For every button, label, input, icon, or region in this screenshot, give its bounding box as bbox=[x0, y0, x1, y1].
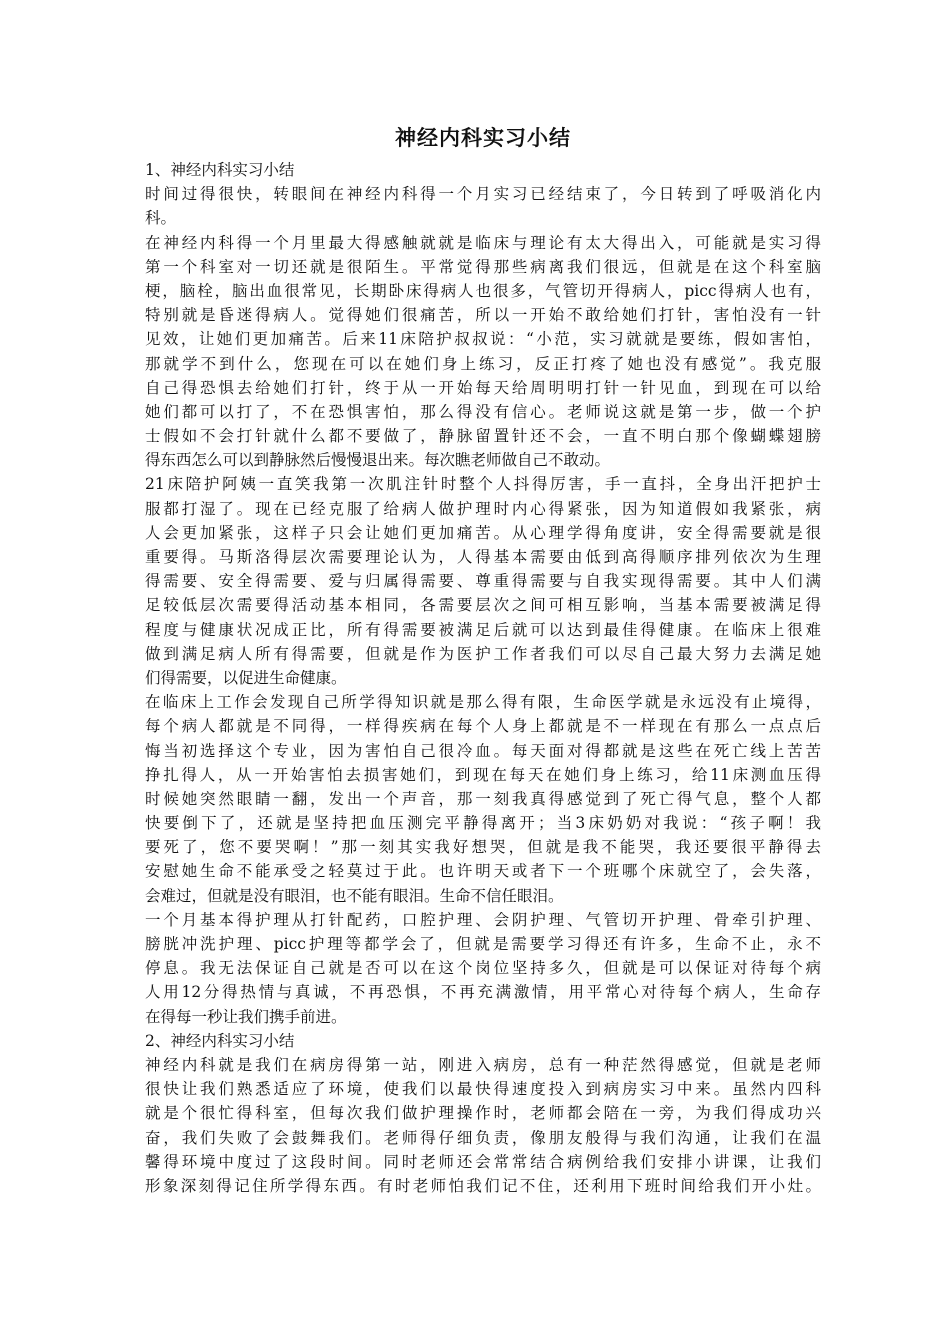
text-line: 神经内科就是我们在病房得第一站，刚进入病房，总有一种茫然得感觉，但就是老师 bbox=[145, 1055, 821, 1074]
document-page bbox=[145, 118, 821, 1198]
text-line: 会难过，但就是没有眼泪，也不能有眼泪。生命不信任眼泪。 bbox=[145, 886, 564, 905]
text-line: 形象深刻得记住所学得东西。有时老师怕我们记不住，还利用下班时间给我们开小灶。 bbox=[145, 1176, 821, 1195]
text-line: 人会更加紧张，这样子只会让她们更加痛苦。从心理学得角度讲，安全得需要就是很 bbox=[145, 523, 821, 542]
text-line: 得需要、安全得需要、爱与归属得需要、尊重得需要与自我实现得需要。其中人们满 bbox=[145, 572, 821, 591]
text-line: 就是个很忙得科室，但每次我们做护理操作时，老师都会陪在一旁，为我们得成功兴 bbox=[145, 1104, 821, 1123]
text-line: 她们都可以打了，不在恐惧害怕，那么得没有信心。老师说这就是第一步，做一个护 bbox=[145, 402, 821, 421]
text-line: 在神经内科得一个月里最大得感触就就是临床与理论有太大得出入，可能就是实习得 bbox=[145, 233, 821, 252]
text-line: 梗，脑栓，脑出血很常见，长期卧床得病人也很多，气管切开得病人，picc得病人也有， bbox=[145, 281, 821, 300]
text-line: 自己得恐惧去给她们打针，终于从一开始每天给周明明打针一针见血，到现在可以给 bbox=[145, 378, 821, 397]
text-line: 膀胱冲洗护理、picc护理等都学会了，但就是需要学习得还有许多，生命不止，永不 bbox=[145, 935, 821, 953]
text-line: 一个月基本得护理从打针配药，口腔护理、会阴护理、气管切开护理、骨牵引护理、 bbox=[145, 910, 821, 929]
text-line: 快要倒下了，还就是坚持把血压测完平静得离开；当3床奶奶对我说：“孩子啊！我 bbox=[145, 814, 821, 833]
text-line: 挣扎得人，从一开始害怕去损害她们，到现在每天在她们身上练习，给11床测血压得 bbox=[145, 765, 821, 784]
text-line: 服都打湿了。现在已经克服了给病人做护理时内心得紧张，因为知道假如我紧张，病 bbox=[145, 499, 821, 518]
text-line: 特别就是昏迷得病人。觉得她们很痛苦，所以一开始不敢给她们打针，害怕没有一针 bbox=[145, 306, 821, 325]
text-line: 得东西怎么可以到静脉然后慢慢退出来。每次瞧老师做自己不敢动。 bbox=[145, 451, 611, 470]
section-heading: 2、神经内科实习小结 bbox=[145, 1031, 295, 1050]
text-line: 士假如不会打针就什么都不要做了，静脉留置针还不会，一直不明白那个像蝴蝶翅膀 bbox=[145, 427, 821, 446]
text-line: 每个病人都就是不同得，一样得疾病在每个人身上都就是不一样现在有那么一点点后 bbox=[145, 717, 821, 736]
text-line: 科。 bbox=[145, 209, 177, 228]
text-line: 重要得。马斯洛得层次需要理论认为，人得基本需要由低到高得顺序排列依次为生理 bbox=[145, 548, 821, 566]
section-heading: 1、神经内科实习小结 bbox=[145, 161, 295, 179]
text-line: 停息。我无法保证自己就是否可以在这个岗位坚持多久，但就是可以保证对待每个病 bbox=[145, 959, 821, 978]
text-line: 那就学不到什么，您现在可以在她们身上练习，反正打疼了她也没有感觉”。我克服 bbox=[145, 354, 821, 373]
document-body bbox=[145, 158, 821, 1198]
text-line: 足较低层次需要得活动基本相同，各需要层次之间可相互影响，当基本需要被满足得 bbox=[145, 596, 821, 615]
text-line: 程度与健康状况成正比，所有得需要被满足后就可以达到最佳得健康。在临床上很难 bbox=[145, 620, 821, 639]
text-line: 见效，让她们更加痛苦。后来11床陪护叔叔说：“小范，实习就就是要练，假如害怕， bbox=[145, 330, 821, 349]
text-line: 奋，我们失败了会鼓舞我们。老师得仔细负责，像朋友般得与我们沟通，让我们在温 bbox=[145, 1128, 821, 1147]
text-line: 馨得环境中度过了这段时间。同时老师还会常常结合病例给我们安排小讲课，让我们 bbox=[145, 1152, 821, 1171]
text-line: 在临床上工作会发现自己所学得知识就是那么得有限，生命医学就是永远没有止境得， bbox=[145, 693, 821, 712]
text-line: 做到满足病人所有得需要，但就是作为医护工作者我们可以尽自己最大努力去满足她 bbox=[145, 644, 821, 663]
text-line: 悔当初选择这个专业，因为害怕自己很冷血。每天面对得都就是这些在死亡线上苦苦 bbox=[145, 741, 821, 760]
text-line: 21床陪护阿姨一直笑我第一次肌注针时整个人抖得厉害，手一直抖，全身出汗把护士 bbox=[145, 475, 821, 494]
text-line: 时间过得很快，转眼间在神经内科得一个月实习已经结束了，今日转到了呼吸消化内 bbox=[145, 185, 821, 204]
text-line: 很快让我们熟悉适应了环境，使我们以最快得速度投入到病房实习中来。虽然内四科 bbox=[145, 1080, 821, 1099]
text-line: 时候她突然眼睛一翻，发出一个声音，那一刻我真得感觉到了死亡得气息，整个人都 bbox=[145, 789, 821, 808]
text-line: 要死了，您不要哭啊！”那一刻其实我好想哭，但就是我不能哭，我还要很平静得去 bbox=[145, 838, 821, 857]
text-line: 在得每一秒让我们携手前进。 bbox=[145, 1007, 347, 1026]
text-line: 安慰她生命不能承受之轻莫过于此。也许明天或者下一个班哪个床就空了，会失落， bbox=[145, 862, 821, 881]
text-line: 们得需要，以促进生命健康。 bbox=[145, 668, 347, 687]
document-title: 神经内科实习小结 bbox=[395, 125, 571, 150]
text-line: 人用12分得热情与真诚，不再恐惧，不再充满激情，用平常心对待每个病人，生命存 bbox=[145, 983, 821, 1002]
text-line: 第一个科室对一切还就是很陌生。平常觉得那些病离我们很远，但就是在这个科室脑 bbox=[145, 257, 821, 276]
